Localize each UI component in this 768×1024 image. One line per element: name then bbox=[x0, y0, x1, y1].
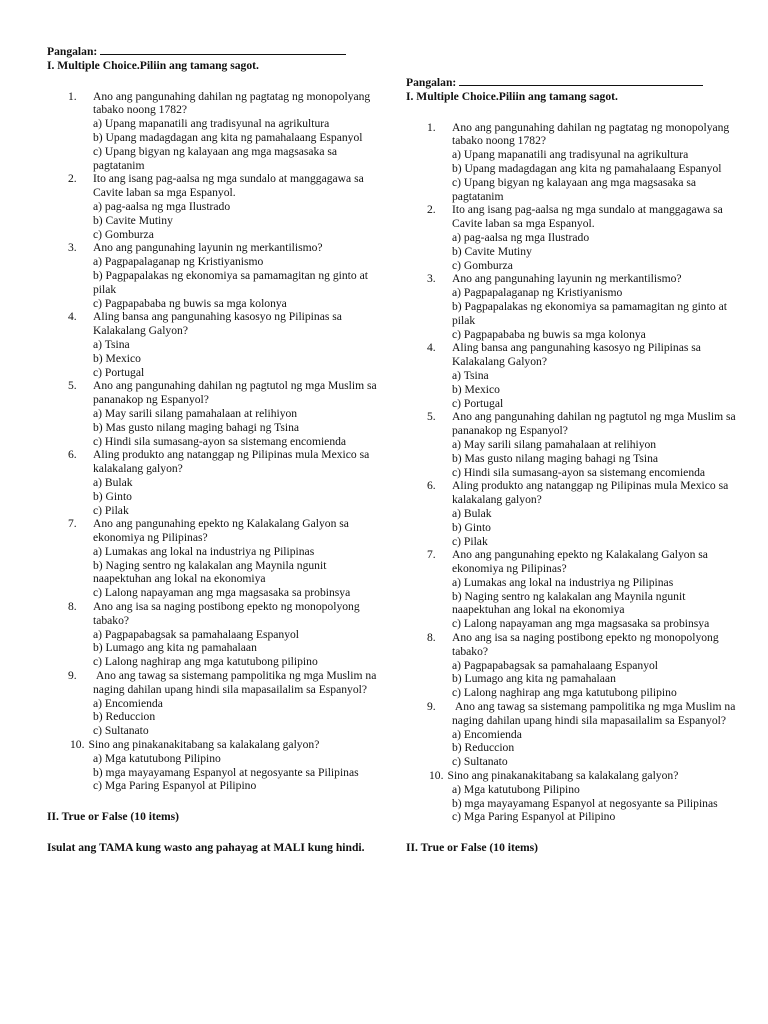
question-item bbox=[47, 600, 377, 669]
question-number: 9. bbox=[68, 669, 77, 683]
answer-choice: b) Cavite Mutiny bbox=[93, 213, 173, 227]
question-number: 7. bbox=[427, 548, 436, 562]
question-item bbox=[406, 769, 736, 824]
answer-choice: a) Upang mapanatili ang tradisyunal na agrikultura bbox=[93, 117, 330, 131]
question-item bbox=[47, 90, 377, 173]
question-text: Aling bansa ang pangunahing kasosyo ng Pilipinas sa Kalakalang Galyon? bbox=[93, 310, 342, 338]
answer-choice: c) Lalong naghirap ang mga katutubong pilipino bbox=[93, 655, 318, 669]
section1-title: I. Multiple Choice.Piliin ang tamang sagot. bbox=[47, 58, 259, 72]
answer-choice: b) Mas gusto nilang maging bahagi ng Tsina bbox=[452, 451, 659, 465]
answer-choice: a) May sarili silang pamahalaan at relihiyon bbox=[452, 437, 657, 451]
name-field bbox=[406, 74, 736, 90]
answer-choice: c) Mga Paring Espanyol at Pilipino bbox=[452, 810, 616, 824]
question-item bbox=[47, 448, 377, 517]
name-blank-line bbox=[100, 43, 346, 55]
question-text: Ano ang pangunahing layunin ng merkantilismo? bbox=[452, 272, 682, 286]
question-list bbox=[406, 121, 736, 825]
question-text: Ano ang tawag sa sistemang pampolitika ng mga Muslim na naging dahilan upang hindi sila mapasailalim sa Espanyol? bbox=[93, 669, 377, 696]
answer-choice: c) Sultanato bbox=[93, 724, 149, 738]
answer-choice: b) Upang madagdagan ang kita ng pamahalaang Espanyol bbox=[93, 130, 363, 144]
question-item bbox=[47, 379, 377, 448]
answer-choice: c) Lalong napayaman ang mga magsasaka sa probinsya bbox=[93, 586, 351, 600]
answer-choice: c) Pagpapababa ng buwis sa mga kolonya bbox=[93, 296, 287, 310]
answer-choice: c) Pilak bbox=[452, 534, 488, 548]
answer-choice: a) Encomienda bbox=[452, 727, 522, 741]
question-number: 8. bbox=[427, 631, 436, 645]
question-number: 10. bbox=[429, 769, 444, 783]
answer-choice: a) pag-aalsa ng mga Ilustrado bbox=[452, 230, 590, 244]
answer-choice: a) Tsina bbox=[93, 337, 130, 351]
question-text: Ano ang pangunahing dahilan ng pagtatag ng monopolyang tabako noong 1782? bbox=[452, 120, 730, 148]
question-item bbox=[47, 172, 377, 241]
section2-title: II. True or False (10 items) bbox=[47, 810, 180, 824]
answer-choice: a) Encomienda bbox=[93, 696, 163, 710]
answer-choice: c) Mga Paring Espanyol at Pilipino bbox=[93, 779, 257, 793]
answer-choice: a) Lumakas ang lokal na industriya ng Pilipinas bbox=[452, 575, 674, 589]
answer-choice: b) mga mayayamang Espanyol at negosyante sa Pilipinas bbox=[93, 765, 359, 779]
answer-choice: a) Pagpapalaganap ng Kristiyanismo bbox=[93, 255, 264, 269]
question-number: 5. bbox=[427, 410, 436, 424]
question-item bbox=[406, 341, 736, 410]
answer-choice: b) Naging sentro ng kalakalan ang Maynila ngunit naapektuhan ang lokal na ekonomiya bbox=[93, 558, 327, 586]
answer-choice: a) Pagpapabagsak sa pamahalaang Espanyol bbox=[452, 658, 659, 672]
question-number: 2. bbox=[427, 203, 436, 217]
answer-choice: b) Ginto bbox=[93, 489, 132, 503]
question-item bbox=[47, 517, 377, 600]
section1-title: I. Multiple Choice.Piliin ang tamang sagot. bbox=[406, 89, 618, 103]
question-number: 9. bbox=[427, 700, 436, 714]
answer-choice: c) Upang bigyan ng kalayaan ang mga magsasaka sa pagtatanim bbox=[452, 175, 697, 203]
question-item bbox=[47, 738, 377, 793]
section2-instruction: Isulat ang TAMA kung wasto ang pahayag at MALI kung hindi. bbox=[47, 841, 365, 855]
answer-choice: a) Mga katutubong Pilipino bbox=[93, 751, 221, 765]
answer-choice: b) Ginto bbox=[452, 520, 491, 534]
answer-choice: a) May sarili silang pamahalaan at relihiyon bbox=[93, 406, 298, 420]
worksheet-right bbox=[406, 74, 736, 855]
name-blank-line bbox=[459, 74, 703, 86]
answer-choice: b) Reduccion bbox=[93, 710, 156, 724]
question-text: Ito ang isang pag-aalsa ng mga sundalo at manggagawa sa Cavite laban sa mga Espanyol. bbox=[452, 203, 723, 231]
question-number: 7. bbox=[68, 517, 77, 531]
name-label: Pangalan: bbox=[406, 76, 457, 89]
answer-choice: c) Hindi sila sumasang-ayon sa sistemang encomienda bbox=[93, 434, 347, 448]
answer-choice: c) Portugal bbox=[452, 396, 504, 410]
question-number: 3. bbox=[427, 272, 436, 286]
question-number: 5. bbox=[68, 379, 77, 393]
answer-choice: a) Upang mapanatili ang tradisyunal na agrikultura bbox=[452, 148, 689, 162]
answer-choice: c) Portugal bbox=[93, 365, 145, 379]
answer-choice: a) Pagpapalaganap ng Kristiyanismo bbox=[452, 286, 623, 300]
question-item bbox=[406, 548, 736, 631]
answer-choice: b) Pagpapalakas ng ekonomiya sa pamamagitan ng ginto at pilak bbox=[452, 299, 727, 327]
answer-choice: b) Mexico bbox=[452, 382, 500, 396]
question-text: Ano ang pangunahing epekto ng Kalakalang Galyon sa ekonomiya ng Pilipinas? bbox=[93, 517, 349, 545]
question-number: 2. bbox=[68, 172, 77, 186]
question-text: Aling bansa ang pangunahing kasosyo ng Pilipinas sa Kalakalang Galyon? bbox=[452, 341, 701, 369]
answer-choice: c) Sultanato bbox=[452, 755, 508, 769]
question-text: Ano ang pangunahing dahilan ng pagtutol ng mga Muslim sa pananakop ng Espanyol? bbox=[452, 410, 736, 438]
answer-choice: b) Upang madagdagan ang kita ng pamahalaang Espanyol bbox=[452, 161, 722, 175]
answer-choice: b) Mas gusto nilang maging bahagi ng Tsina bbox=[93, 420, 300, 434]
section2-title: II. True or False (10 items) bbox=[406, 841, 539, 855]
answer-choice: a) Lumakas ang lokal na industriya ng Pilipinas bbox=[93, 544, 315, 558]
answer-choice: a) Bulak bbox=[93, 475, 133, 489]
question-item bbox=[47, 669, 377, 738]
answer-choice: a) Pagpapabagsak sa pamahalaang Espanyol bbox=[93, 627, 300, 641]
question-item bbox=[406, 700, 736, 769]
question-text: Sino ang pinakanakitabang sa kalakalang galyon? bbox=[447, 769, 679, 783]
question-text: Aling produkto ang natanggap ng Pilipinas mula Mexico sa kalakalang galyon? bbox=[452, 479, 729, 507]
answer-choice: a) Tsina bbox=[452, 368, 489, 382]
question-item bbox=[47, 310, 377, 379]
answer-choice: c) Lalong naghirap ang mga katutubong pilipino bbox=[452, 686, 677, 700]
answer-choice: c) Pilak bbox=[93, 503, 129, 517]
answer-choice: b) Lumago ang kita ng pamahalaan bbox=[93, 641, 257, 655]
answer-choice: b) Reduccion bbox=[452, 741, 515, 755]
question-text: Sino ang pinakanakitabang sa kalakalang galyon? bbox=[88, 738, 320, 752]
question-number: 6. bbox=[68, 448, 77, 462]
question-text: Ano ang isa sa naging postibong epekto ng monopolyong tabako? bbox=[452, 631, 719, 658]
answer-choice: a) Mga katutubong Pilipino bbox=[452, 782, 580, 796]
question-item bbox=[406, 272, 736, 341]
question-number: 8. bbox=[68, 600, 77, 614]
question-number: 1. bbox=[427, 120, 436, 134]
answer-choice: b) Naging sentro ng kalakalan ang Maynila ngunit naapektuhan ang lokal na ekonomiya bbox=[452, 589, 686, 617]
answer-choice: b) Cavite Mutiny bbox=[452, 244, 532, 258]
question-number: 4. bbox=[427, 341, 436, 355]
question-item bbox=[406, 203, 736, 272]
question-text: Ano ang pangunahing dahilan ng pagtatag ng monopolyang tabako noong 1782? bbox=[93, 89, 371, 117]
question-text: Ito ang isang pag-aalsa ng mga sundalo at manggagawa sa Cavite laban sa mga Espanyol. bbox=[93, 172, 364, 200]
question-text: Aling produkto ang natanggap ng Pilipinas mula Mexico sa kalakalang galyon? bbox=[93, 448, 370, 476]
answer-choice: b) Pagpapalakas ng ekonomiya sa pamamagitan ng ginto at pilak bbox=[93, 268, 368, 296]
question-text: Ano ang pangunahing epekto ng Kalakalang Galyon sa ekonomiya ng Pilipinas? bbox=[452, 548, 708, 576]
answer-choice: a) pag-aalsa ng mga Ilustrado bbox=[93, 199, 231, 213]
question-item bbox=[406, 410, 736, 479]
answer-choice: c) Gomburza bbox=[452, 258, 513, 272]
question-number: 6. bbox=[427, 479, 436, 493]
question-text: Ano ang pangunahing dahilan ng pagtutol ng mga Muslim sa pananakop ng Espanyol? bbox=[93, 379, 377, 407]
answer-choice: c) Hindi sila sumasang-ayon sa sistemang encomienda bbox=[452, 465, 706, 479]
question-item bbox=[406, 121, 736, 204]
worksheet-left bbox=[47, 43, 377, 855]
question-text: Ano ang tawag sa sistemang pampolitika ng mga Muslim na naging dahilan upang hindi sila mapasailalim sa Espanyol? bbox=[452, 700, 736, 727]
question-list bbox=[47, 90, 377, 794]
answer-choice: c) Upang bigyan ng kalayaan ang mga magsasaka sa pagtatanim bbox=[93, 144, 338, 172]
answer-choice: b) mga mayayamang Espanyol at negosyante sa Pilipinas bbox=[452, 796, 718, 810]
question-number: 4. bbox=[68, 310, 77, 324]
answer-choice: b) Mexico bbox=[93, 351, 141, 365]
name-label: Pangalan: bbox=[47, 45, 98, 58]
answer-choice: a) Bulak bbox=[452, 506, 492, 520]
question-number: 10. bbox=[70, 738, 85, 752]
answer-choice: b) Lumago ang kita ng pamahalaan bbox=[452, 672, 616, 686]
question-number: 3. bbox=[68, 241, 77, 255]
answer-choice: c) Pagpapababa ng buwis sa mga kolonya bbox=[452, 327, 646, 341]
name-field bbox=[47, 43, 377, 59]
question-item bbox=[406, 631, 736, 700]
answer-choice: c) Lalong napayaman ang mga magsasaka sa probinsya bbox=[452, 617, 710, 631]
question-text: Ano ang isa sa naging postibong epekto ng monopolyong tabako? bbox=[93, 600, 360, 627]
question-text: Ano ang pangunahing layunin ng merkantilismo? bbox=[93, 241, 323, 255]
question-number: 1. bbox=[68, 89, 77, 103]
answer-choice: c) Gomburza bbox=[93, 227, 154, 241]
question-item bbox=[406, 479, 736, 548]
question-item bbox=[47, 241, 377, 310]
